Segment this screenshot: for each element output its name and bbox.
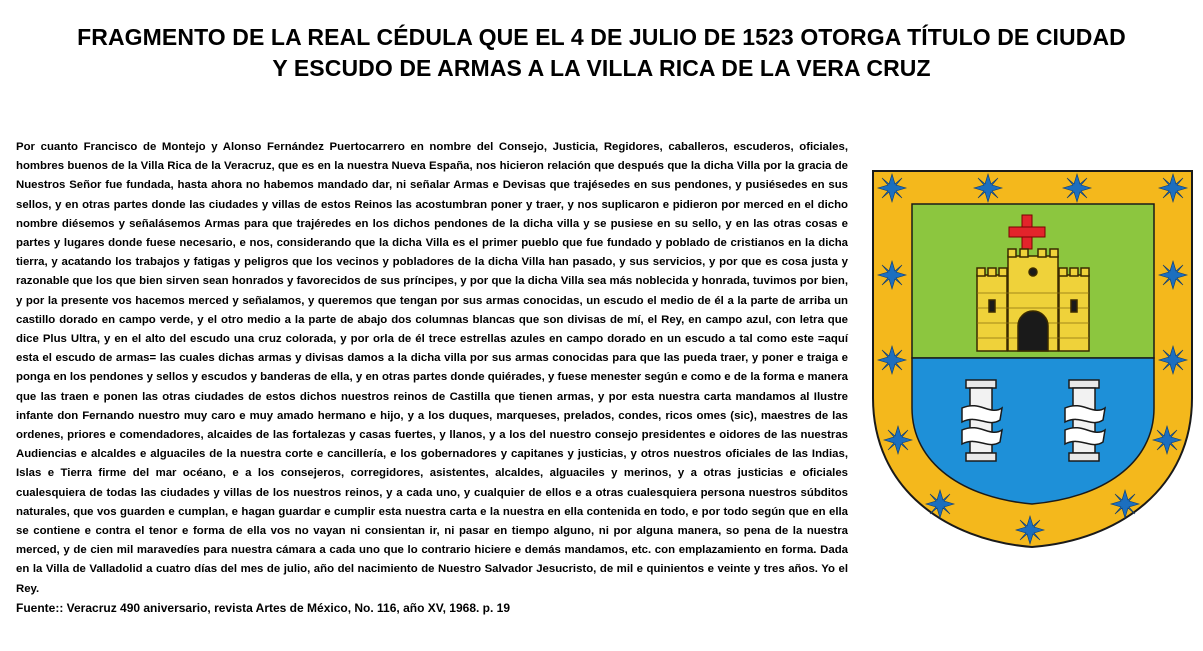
star-icon (974, 174, 1002, 202)
star-icon (878, 346, 906, 374)
source-citation: Fuente:: Veracruz 490 aniversario, revista Artes de México, No. 116, año XV, 1968. p. 19 (16, 601, 511, 615)
star-icon (1111, 490, 1139, 518)
star-icon (878, 261, 906, 289)
star-icon (926, 490, 954, 518)
star-icon (884, 426, 912, 454)
title-line-1: FRAGMENTO DE LA REAL CÉDULA QUE EL 4 DE JULIO DE 1523 OTORGA TÍTULO DE CIUDAD (77, 24, 1126, 50)
coat-of-arms-icon (870, 168, 1195, 550)
star-icon (1153, 426, 1181, 454)
document-title (10, 22, 1193, 84)
star-icon (1159, 261, 1187, 289)
star-icon (878, 174, 906, 202)
star-icon (1063, 174, 1091, 202)
decree-body-text: Por cuanto Francisco de Montejo y Alonso Fernández Puertocarrero en nombre del Consejo, Justicia, Regidores, caballeros, escuderos, oficiales, hombres buenos de la Villa Rica de la Veracruz, que es en la nuestra Nueva España, nos hicieron relación que después que la dicha Villa por la gracia de Nuestros Señor fue fundada, hasta ahora no habemos mandado dar, ni señalar Armas e Devisas que trajésedes en sus pendones, y pusiésedes en sus sellos, y en otras partes donde las ciudades y villas de estos Reinos las acostumbran poner y traer, y nos suplicaron e pidieron por merced en el dicho nombre diésemos y señalásemos Armas para que trajéredes en los dichos pendones de la dicha villa y se pusiese en su sello, y en las otras cosas e partes y lugares donde fuese necesario, e nos, considerando que la dicha Villa es el primer pueblo que fue fundado y poblado de cristianos en la dicha tierra, y acatando los trabajos y fatigas y peligros que los vecinos y pobladores de la dicha Villa han pasado, y sus servicios, y por que es cosa justa y razonable que los que bien sirven sean honrados y favorecidos de sus príncipes, y por que la dicha Villa sea más noblecida y honrada, tuvimos por bien, y por la presente vos hacemos merced y señalamos, y queremos que tengan por sus armas conocidas, un escudo el medio de él a la parte de arriba un castillo dorado en campo verde, y el otro medio a la parte de abajo dos columnas blancas que son divisas de mí, el Rey, en campo azul, con letra que dice Plus Ultra, y en el alto del escudo una cruz colorada, y por orla de él trece estrellas azules en campo dorado en un escudo a tal como este =aquí esta el escudo de armas= las cuales dichas armas y divisas damos a la dicha villa por sus armas conocidas para que las pueda traer, y poner e traiga e ponga en los pendones y sellos y escudos y banderas de ella, y en otras partes donde quiérades, y fuese menester según e como e de la forma e manera que las traen e ponen las otras ciudades de estos dichos nuestros reinos de Castilla que tienen armas, y por esta nuestra carta mandamos al Ilustre infante don Fernando nuestro muy caro e muy amado hermano e hijo, y a los duques, marqueses, prelados, condes, ricos omes (sic), maestres de las ordenes, priores e comendadores, alcaides de las fortalezas y casas fuertes, y llanos, y a los del nuestro consejo presidentes e oidores de las nuestras Audiencias e alcaldes e alguaciles de la nuestra corte e cancillería, e los gobernadores y capitanes y justicias, y otros nuestros oficiales de las Indias, Islas e Tierra firme del mar océano, e a los consejeros, corregidores, asistentes, alcaldes, alguaciles y merinos, y a otras justicias e oficiales cualesquiera de todas las ciudades y villas de los nuestros reinos, y a cada uno, y cualquier de ellos e a otras cualesquiera persona nuestros súbditos naturales, que vos guarden e cumplan, e hagan guardar e cumplir esta nuestra carta e la nuestra en ella contenida en todo, e por todo según que en ella se contiene e contra el tenor e forma de ella vos no vayan ni consientan ir, ni pasar en tiempo alguno, ni por alguna manera, so pena de la nuestra merced, y de cien mil maravedíes para nuestra cámara a cada uno que lo contrario hiciere e demás mandamos, etc. con emplazamiento en forma. Dada en la Villa de Valladolid a cuatro días del mes de julio, año del nacimiento de Nuestro Salvador Jesucristo, de mil e quinientos e veinte y tres años. Yo el Rey. (16, 141, 848, 595)
star-icon (1159, 174, 1187, 202)
star-icon (1159, 346, 1187, 374)
title-line-2: Y ESCUDO DE ARMAS A LA VILLA RICA DE LA VERA CRUZ (272, 55, 931, 81)
star-icon (1016, 516, 1044, 544)
